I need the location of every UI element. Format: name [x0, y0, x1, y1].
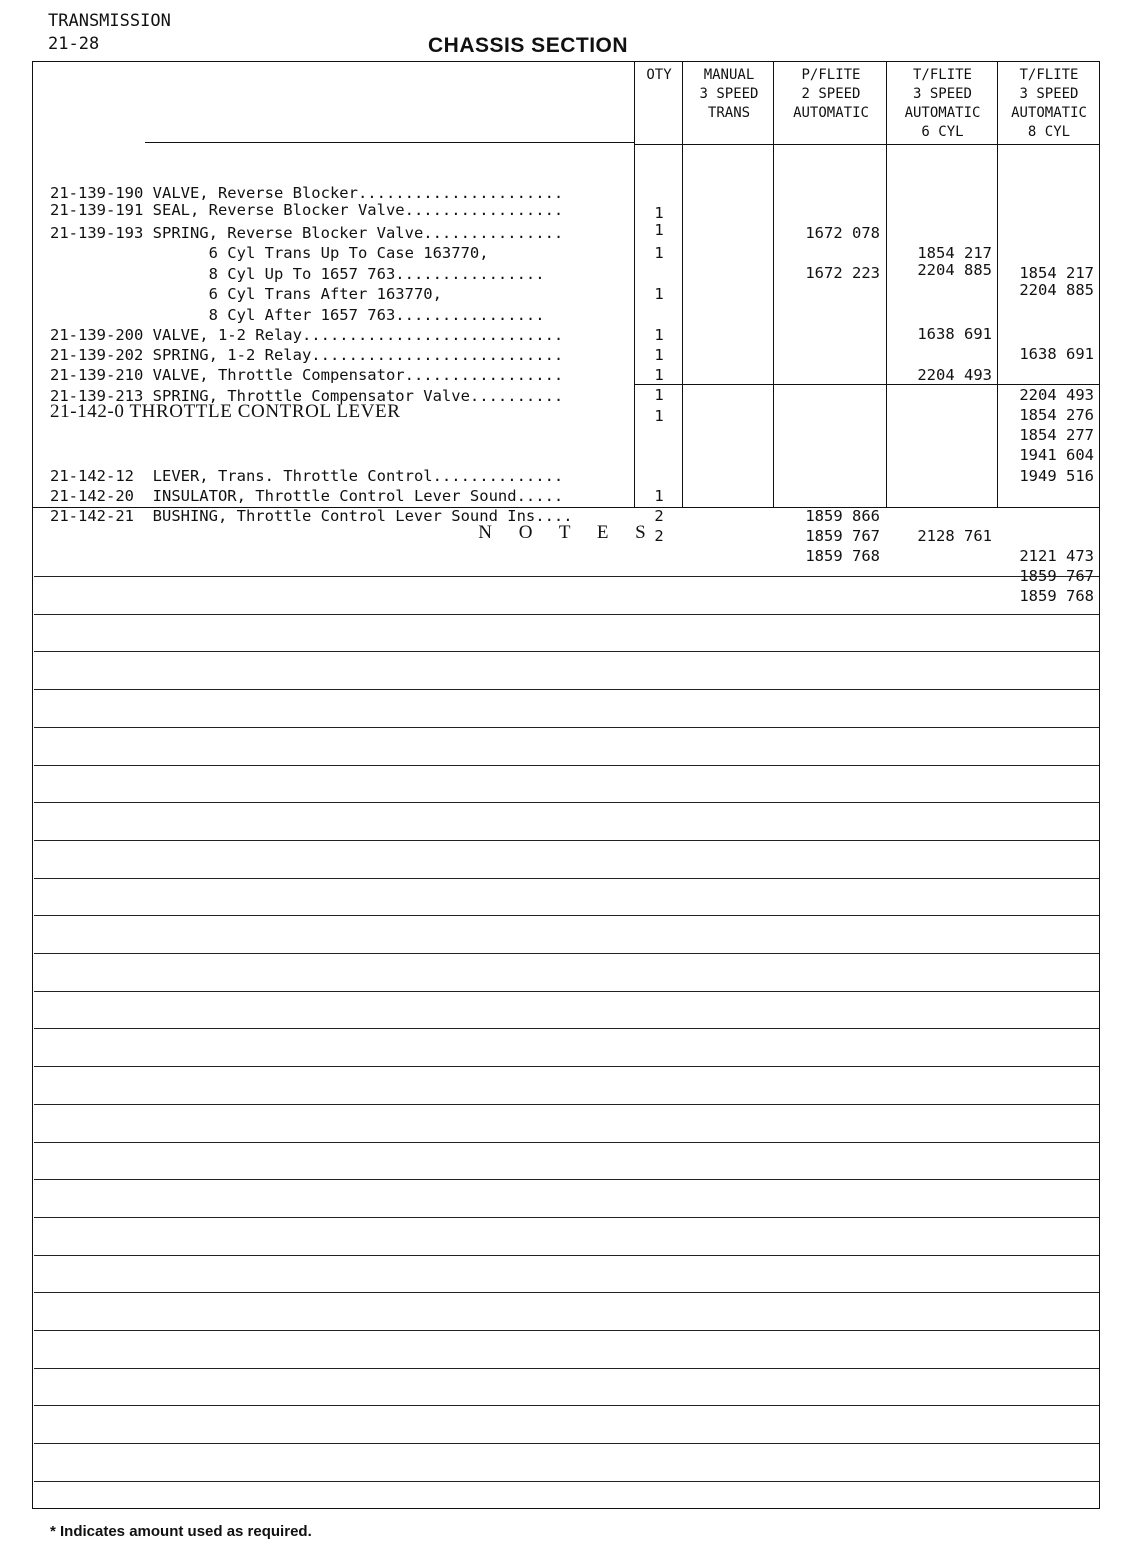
part-description: 21-139-213 SPRING, Throttle Compensator Valve.......... [50, 387, 564, 405]
part-description: 21-142-21 BUSHING, Throttle Control Lever Sound Ins.... [50, 507, 573, 525]
part-number-pflite: 1672 078 [805, 224, 880, 242]
col-divider [886, 62, 887, 507]
note-line [34, 1443, 1099, 1444]
part-number-tflite-6cyl: 2204 885 [917, 261, 992, 279]
part-description: 21-139-190 VALVE, Reverse Blocker...................... [50, 184, 564, 202]
part-number-tflite-6cyl: 2128 761 [917, 527, 992, 545]
part-description: 8 Cyl After 1657 763................ [50, 306, 545, 324]
part-description: 21-139-193 SPRING, Reverse Blocker Valve............... [50, 224, 564, 242]
part-number-tflite-8cyl: 1859 768 [1019, 587, 1094, 605]
part-number-pflite: 1859 866 [805, 507, 880, 525]
col-header-tflite-8cyl: T/FLITE 3 SPEED AUTOMATIC 8 CYL [1011, 67, 1087, 140]
part-description: 21-142-12 LEVER, Trans. Throttle Control.............. [50, 467, 564, 485]
part-number-tflite-8cyl: 1941 604 [1019, 446, 1094, 464]
part-number-pflite: 1672 223 [805, 264, 880, 282]
part-qty: 2 [654, 527, 664, 545]
part-number-tflite-8cyl: 2121 473 [1019, 547, 1094, 565]
part-qty: 1 [654, 366, 664, 384]
part-description: 21-139-200 VALVE, 1-2 Relay............................ [50, 326, 564, 344]
part-number-tflite-8cyl: 1854 276 [1019, 406, 1094, 424]
part-qty: 1 [654, 407, 664, 425]
part-qty: 1 [654, 244, 664, 262]
notes-title: N O T E S [478, 522, 657, 543]
header-rule [145, 142, 635, 143]
note-line [34, 689, 1099, 690]
group-heading: 21-142-0 THROTTLE CONTROL LEVER [50, 401, 401, 422]
part-description: 21-139-210 VALVE, Throttle Compensator................. [50, 366, 564, 384]
note-line [34, 576, 1099, 577]
note-line [34, 1368, 1099, 1369]
part-number-tflite-6cyl: 1854 217 [917, 244, 992, 262]
part-number-pflite: 1859 767 [805, 527, 880, 545]
note-line [34, 727, 1099, 728]
col-header-manual: MANUAL 3 SPEED TRANS [699, 67, 759, 121]
part-number-tflite-6cyl: 1638 691 [917, 325, 992, 343]
col-divider [773, 62, 774, 507]
col-header-qty: OTY [646, 67, 672, 83]
part-description: 8 Cyl Up To 1657 763................ [50, 265, 545, 283]
page-title: CHASSIS SECTION [428, 34, 629, 57]
note-line [34, 765, 1099, 766]
part-number-tflite-8cyl: 1854 277 [1019, 426, 1094, 444]
note-line [34, 651, 1099, 652]
part-number-tflite-8cyl: 1638 691 [1019, 345, 1094, 363]
col-header-tflite-6cyl: T/FLITE 3 SPEED AUTOMATIC 6 CYL [904, 67, 981, 140]
note-line [34, 1330, 1099, 1331]
note-line [34, 1028, 1099, 1029]
part-description: 6 Cyl Trans After 163770, [50, 285, 442, 303]
col-header-pflite: P/FLITE 2 SPEED AUTOMATIC [793, 67, 869, 121]
part-qty: 1 [654, 285, 664, 303]
part-description: 21-142-20 INSULATOR, Throttle Control Lever Sound..... [50, 487, 564, 505]
note-line [34, 1179, 1099, 1180]
note-line [34, 1217, 1099, 1218]
part-qty: 1 [654, 386, 664, 404]
note-line [34, 953, 1099, 954]
part-number-tflite-8cyl: 2204 493 [1019, 386, 1094, 404]
part-number-tflite-8cyl: 1859 767 [1019, 567, 1094, 585]
part-qty: 2 [654, 507, 664, 525]
part-qty: 1 [654, 204, 664, 222]
part-description: 21-139-202 SPRING, 1-2 Relay........................... [50, 346, 564, 364]
part-qty: 1 [654, 487, 664, 505]
col-divider [634, 62, 635, 507]
part-qty: 1 [654, 346, 664, 364]
part-number-pflite: 1859 768 [805, 547, 880, 565]
header-rule [634, 144, 1100, 145]
note-line [34, 1481, 1099, 1482]
note-line [34, 878, 1099, 879]
note-line [34, 1104, 1099, 1105]
note-line [34, 1292, 1099, 1293]
footnote: * Indicates amount used as required. [50, 1523, 312, 1540]
section-label: TRANSMISSION [48, 11, 171, 31]
part-qty: 1 [654, 221, 664, 239]
note-line [34, 802, 1099, 803]
part-number-tflite-8cyl: 1949 516 [1019, 467, 1094, 485]
note-line [34, 840, 1099, 841]
note-line [34, 614, 1099, 615]
part-number-tflite-8cyl: 1854 217 [1019, 264, 1094, 282]
note-line [34, 1066, 1099, 1067]
col-divider [682, 62, 683, 507]
note-line [34, 991, 1099, 992]
part-description: 6 Cyl Trans Up To Case 163770, [50, 244, 489, 262]
page-number: 21-28 [48, 34, 100, 54]
note-line [34, 1255, 1099, 1256]
col-divider [997, 62, 998, 507]
part-description: 21-139-191 SEAL, Reverse Blocker Valve................. [50, 201, 564, 219]
part-number-tflite-6cyl: 2204 493 [917, 366, 992, 384]
part-qty: 1 [654, 326, 664, 344]
note-line [34, 1142, 1099, 1143]
note-line [34, 915, 1099, 916]
part-number-tflite-8cyl: 2204 885 [1019, 281, 1094, 299]
note-line [34, 1405, 1099, 1406]
